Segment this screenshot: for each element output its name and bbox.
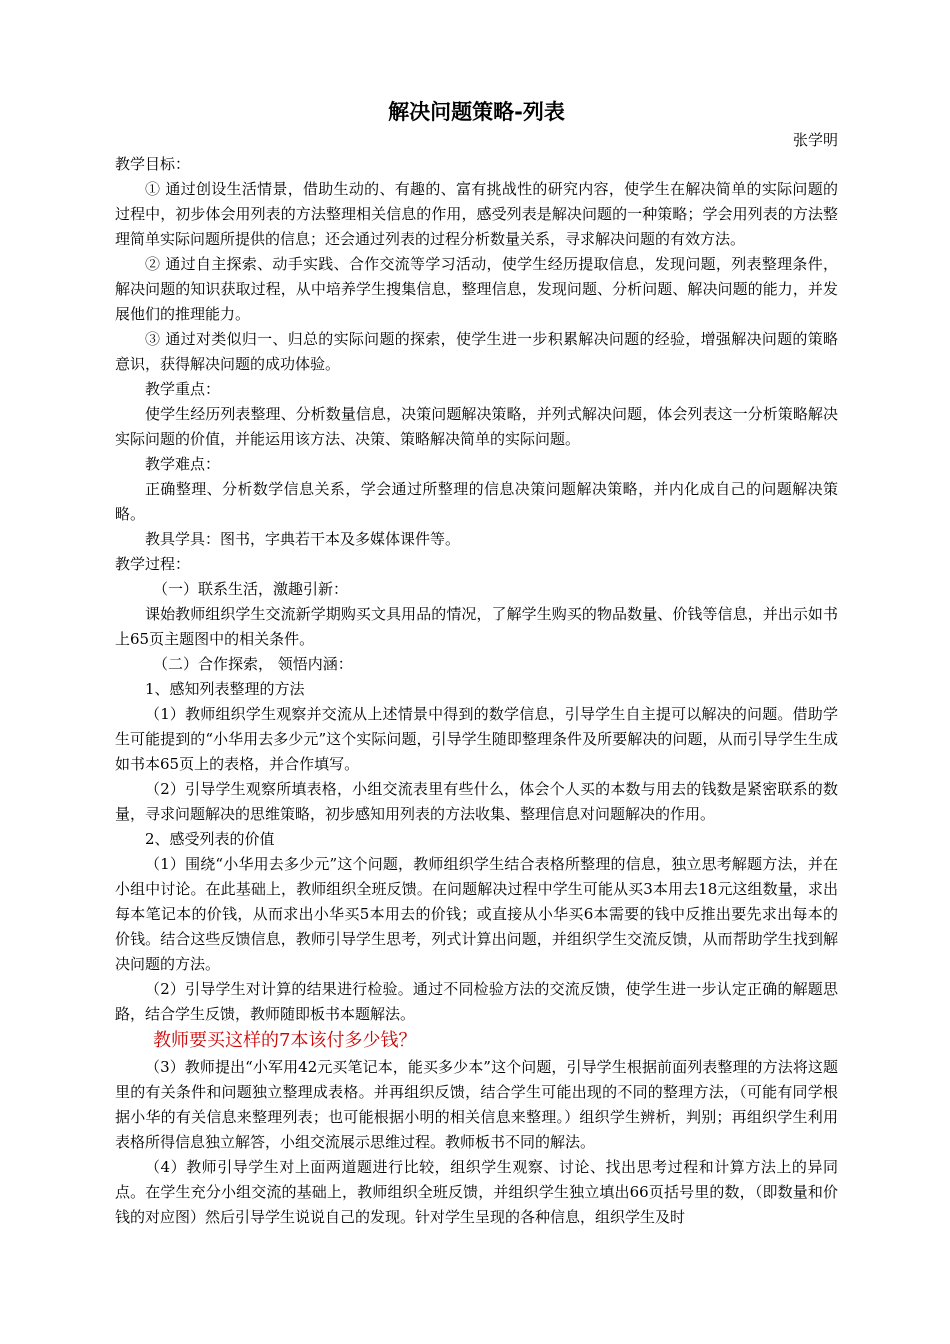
paragraph-section-2-heading: 2、感受列表的价值 (145, 830, 275, 848)
paragraph-red-question: 教师要买这样的7本该付多少钱？ (153, 1030, 417, 1051)
paragraph-goal-1: ① 通过创设生活情景，借助生动的、有趣的、富有挑战性的研究内容，使学生在解决简单的实际问题的过程中，初步体会用列表的方法整理相关信息的作用，感受列表是解决问题的一种策略；学会用列表的方法整理简单实际问题所提供的信息；还会通过列表的过程分析数量关系，寻求解决问题的有效方法。 (115, 180, 838, 248)
paragraph-difficulties-heading: 教学难点： (145, 455, 221, 473)
document-author: 张学明 (792, 131, 838, 149)
paragraph-step-1: 课始教师组织学生交流新学期购买文具用品的情况，了解学生购买的物品数量、价钱等信息，并出示如书上65页主题图中的相关条件。 (115, 605, 838, 648)
paragraph-process-heading: 教学过程： (115, 555, 191, 573)
paragraph-step-2-heading: （二）合作探索， 领悟内涵： (153, 655, 353, 673)
paragraph-section-2-p3: （3）教师提出“小军用42元买笔记本，能买多少本”这个问题，引导学生根据前面列表整理的方法将这题里的有关条件和问题独立整理成表格。并再组织反馈，结合学生可能出现的不同的整理方法，（可能有同学根据小华的有关信息来整理列表；也可能根据小明的相关信息来整理。）组织学生辨析，判别；再组织学生利用表格所得信息独立解答，小组交流展示思维过程。教师板书不同的解法。 (115, 1058, 838, 1151)
paragraph-step-1-heading: （一）联系生活，激趣引新： (153, 580, 349, 598)
paragraph-key-points-heading: 教学重点： (145, 380, 221, 398)
paragraph-section-1-p2: （2）引导学生观察所填表格，小组交流表里有些什么，体会个人买的本数与用去的钱数是紧密联系的数量，寻求问题解决的思维策略，初步感知用列表的方法收集、整理信息对问题解决的作用。 (115, 780, 838, 823)
paragraph-section-1-heading: 1、感知列表整理的方法 (145, 680, 305, 698)
paragraph-goal-2: ② 通过自主探索、动手实践、合作交流等学习活动，使学生经历提取信息，发现问题，列表整理条件，解决问题的知识获取过程，从中培养学生搜集信息，整理信息，发现问题、分析问题、解决问题的能力，并发展他们的推理能力。 (115, 255, 838, 323)
paragraph-section-2-p4: （4）教师引导学生对上面两道题进行比较，组织学生观察、讨论、找出思考过程和计算方法上的异同点。在学生充分小组交流的基础上，教师组织全班反馈，并组织学生独立填出66页括号里的数，（即数量和价钱的对应图）然后引导学生说说自己的发现。针对学生呈现的各种信息，组织学生及时 (115, 1158, 838, 1226)
paragraph-list (115, 152, 838, 1230)
paragraph-goal-3: ③ 通过对类似归一、归总的实际问题的探索，使学生进一步积累解决问题的经验，增强解决问题的策略意识，获得解决问题的成功体验。 (115, 330, 838, 373)
paragraph-section-1-p1: （1）教师组织学生观察并交流从上述情景中得到的数学信息，引导学生自主提可以解决的问题。借助学生可能提到的“小华用去多少元”这个实际问题，引导学生随即整理条件及所要解决的问题，从而引导学生生成如书本65页上的表格，并合作填写。 (115, 705, 838, 773)
paragraph-difficulties: 正确整理、分析数学信息关系，学会通过所整理的信息决策问题解决策略，并内化成自己的问题解决策略。 (115, 480, 838, 523)
document-body (115, 96, 838, 1230)
paragraph-key-points: 使学生经历列表整理、分析数量信息，决策问题解决策略，并列式解决问题，体会列表这一分析策略解决实际问题的价值，并能运用该方法、决策、策略解决简单的实际问题。 (115, 405, 838, 448)
paragraph-tools: 教具学具：图书，字典若干本及多媒体课件等。 (145, 530, 461, 548)
paragraph-teaching-goals-heading: 教学目标： (115, 155, 191, 173)
document-title: 解决问题策略-列表 (388, 100, 565, 124)
paragraph-section-2-p2: （2）引导学生对计算的结果进行检验。通过不同检验方法的交流反馈，使学生进一步认定正确的解题思路，结合学生反馈，教师随即板书本题解法。 (115, 980, 838, 1023)
paragraph-section-2-p1: （1）围绕“小华用去多少元”这个问题，教师组织学生结合表格所整理的信息，独立思考解题方法，并在小组中讨论。在此基础上，教师组织全班反馈。在问题解决过程中学生可能从买3本用去18元这组数量，求出每本笔记本的价钱，从而求出小华买5本用去的价钱；或直接从小华买6本需要的钱中反推出要先求出每本的价钱。结合这些反馈信息，教师引导学生思考，列式计算出问题，并组织学生交流反馈，从而帮助学生找到解决问题的方法。 (115, 855, 838, 973)
